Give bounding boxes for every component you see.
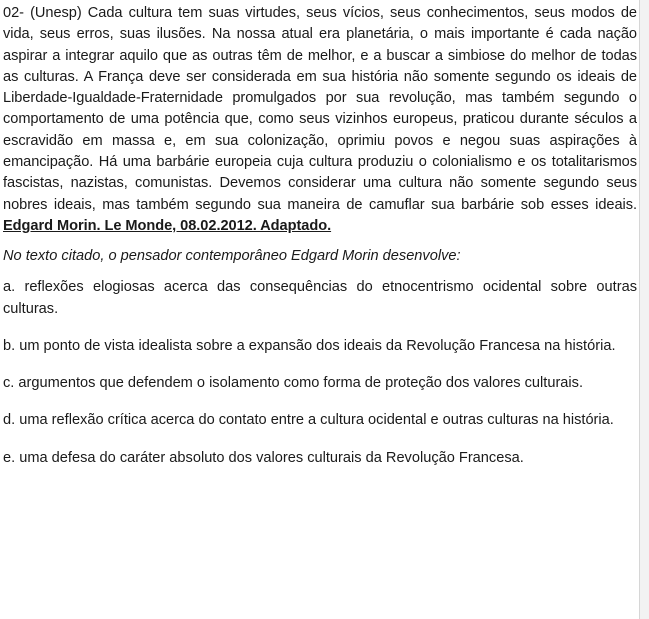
question-block [3,3,637,485]
answer-options [3,277,637,469]
page-edge [639,0,649,619]
option-c: c. argumentos que defendem o isolamento como forma de proteção dos valores culturais. [3,375,584,392]
option-a: a. reflexões elogiosas acerca das consequências do etnocentrismo ocidental sobre outras culturas. [3,279,637,317]
option-d: d. uma reflexão crítica acerca do contato entre a cultura ocidental e outras culturas na história. [3,412,614,429]
option-e: e. uma defesa do caráter absoluto dos valores culturais da Revolução Francesa. [3,449,524,466]
passage-text: 02- (Unesp) Cada cultura tem suas virtudes, seus vícios, seus conhecimentos, seus modos de vida, seus erros, suas ilusões. Na nossa atual era planetária, o mais importante é cada nação aspirar a integrar aquilo que as outras têm de melhor, e a buscar a simbiose do melhor de todas as culturas. A França deve ser considerada em sua história não somente segundo os ideais de Liberdade-Igualdade-Fraternidade promulgados por sua revolução, mas também segundo o comportamento de uma potência que, como seus vizinhos europeus, praticou durante séculos a escravidão em massa e, em sua colonização, oprimiu povos e negou suas aspirações à emancipação. Há uma barbárie europeia cuja cultura produziu o colonialismo e os totalitarismos fascistas, nazistas, comunistas. Devemos considerar uma cultura não somente segundo seus nobres ideais, mas também segundo sua maneira de camuflar sua barbárie sob esses ideais. [3,5,637,213]
option-b: b. um ponto de vista idealista sobre a expansão dos ideais da Revolução Francesa na história. [3,337,616,354]
source-citation: Edgard Morin. Le Monde, 08.02.2012. Adaptado. [3,217,332,234]
question-passage [3,3,637,237]
question-prompt: No texto citado, o pensador contemporâneo Edgard Morin desenvolve: [3,248,461,265]
